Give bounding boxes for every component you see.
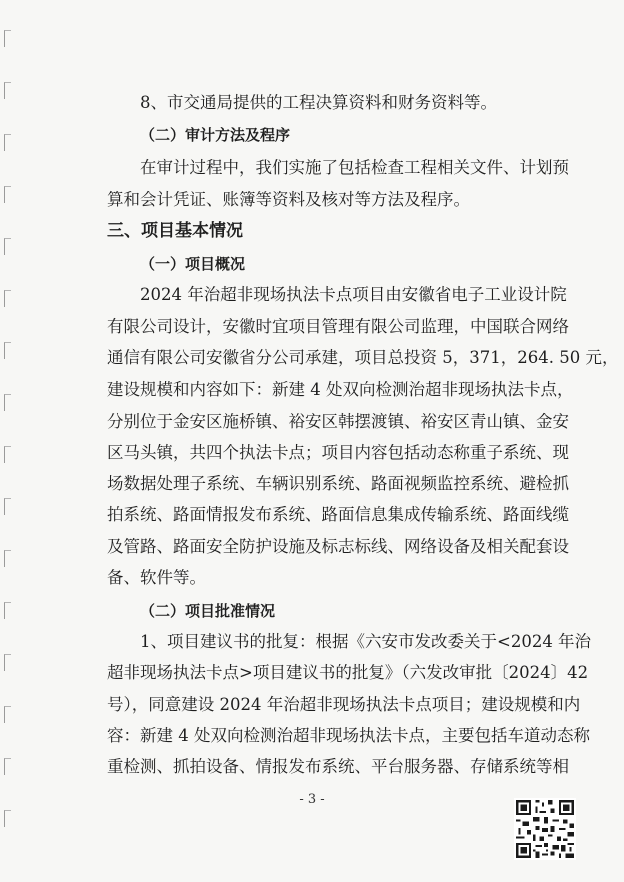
page-number: - 3 -	[299, 792, 325, 807]
paragraph-line: 建设规模和内容如下：新建 4 处双向检测治超非现场执法卡点，	[107, 380, 574, 399]
qr-code-icon	[514, 798, 576, 860]
paragraph-line: 场数据处理子系统、车辆识别系统、路面视频监控系统、避检抓	[107, 474, 569, 493]
section-heading-project-overview: （一）项目概况	[140, 255, 246, 273]
paragraph-line: 及管路、路面安全防护设施及标志标线、网络设备及相关配套设	[107, 537, 569, 556]
paragraph-line: 区马头镇，共四个执法卡点；项目内容包括动态称重子系统、现	[107, 443, 569, 462]
paragraph-line: 分别位于金安区施桥镇、裕安区韩摆渡镇、裕安区青山镇、金安	[107, 412, 569, 431]
paragraph-line: 在审计过程中，我们实施了包括检查工程相关文件、计划预	[140, 158, 569, 177]
section-heading-project-info: 三、项目基本情况	[107, 221, 243, 241]
paragraph-line: 2024 年治超非现场执法卡点项目由安徽省电子工业设计院	[140, 285, 567, 304]
binding-holes	[4, 30, 12, 860]
paragraph-line: 超非现场执法卡点>项目建议书的批复》（六发改审批〔2024〕42	[107, 663, 589, 682]
paragraph-line: 重检测、抓拍设备、情报发布系统、平台服务器、存储系统等相	[107, 757, 569, 776]
paragraph-line: 备、软件等。	[107, 568, 206, 587]
list-item-8: 8、市交通局提供的工程决算资料和财务资料等。	[140, 93, 497, 112]
paragraph-line: 拍系统、路面情报发布系统、路面信息集成传输系统、路面线缆	[107, 505, 569, 524]
paragraph-line: 有限公司设计，安徽时宜项目管理有限公司监理，中国联合网络	[107, 317, 569, 336]
paragraph-line: 算和会计凭证、账簿等资料及核对等方法及程序。	[107, 190, 470, 209]
section-heading-audit-method: （二）审计方法及程序	[140, 126, 291, 144]
paragraph-line: 号），同意建设 2024 年治超非现场执法卡点项目；建设规模和内	[107, 695, 581, 714]
paragraph-line: 通信有限公司安徽省分公司承建，项目总投资 5，371，264. 50 元，	[107, 348, 619, 367]
section-heading-project-approval: （二）项目批准情况	[140, 602, 276, 620]
paragraph-line: 1、项目建议书的批复：根据《六安市发改委关于<2024 年治	[140, 632, 592, 651]
paragraph-line: 容：新建 4 处双向检测治超非现场执法卡点，主要包括车道动态称	[107, 726, 590, 745]
